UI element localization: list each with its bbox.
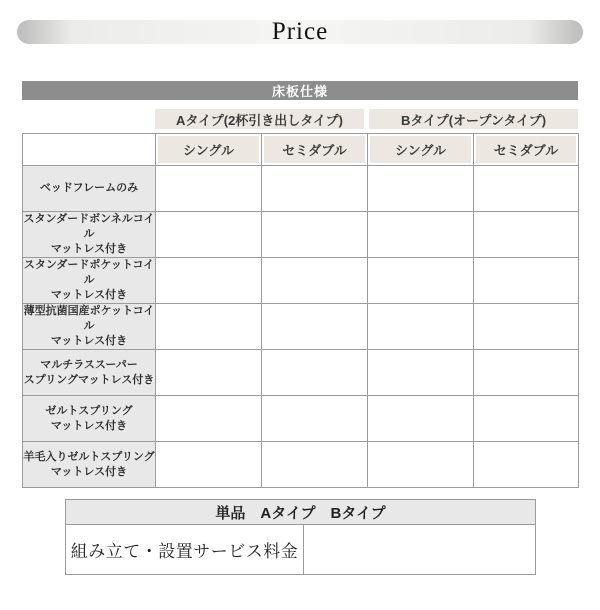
price-cell	[262, 350, 368, 396]
spec-header-bar	[22, 81, 578, 100]
table-row	[23, 350, 579, 396]
price-cell	[262, 258, 368, 304]
table-row	[23, 258, 579, 304]
column-header	[368, 134, 474, 166]
price-cell	[368, 442, 474, 488]
price-cell	[262, 304, 368, 350]
type-header-a: Aタイプ(2杯引き出しタイプ)	[155, 109, 364, 129]
column-header	[156, 134, 262, 166]
table-row	[23, 304, 579, 350]
addon-service-table	[65, 499, 536, 575]
row-label: マルチラススーパー スプリングマットレス付き	[23, 350, 156, 396]
price-banner	[17, 20, 583, 44]
row-label: ベッドフレームのみ	[23, 166, 156, 212]
price-cell	[368, 166, 474, 212]
table-row	[23, 166, 579, 212]
price-cell	[474, 396, 579, 442]
price-cell	[474, 442, 579, 488]
row-label: 羊毛入りゼルトスプリング マットレス付き	[23, 442, 156, 488]
size-header-row	[23, 134, 579, 166]
price-cell	[156, 166, 262, 212]
price-cell	[156, 212, 262, 258]
column-header	[262, 134, 368, 166]
addon-header-row	[66, 500, 536, 525]
addon-value-cell	[304, 525, 536, 575]
price-cell	[262, 166, 368, 212]
price-cell	[368, 212, 474, 258]
column-header-label: セミダブル	[264, 136, 365, 163]
addon-header: 単品 Aタイプ Bタイプ	[66, 500, 536, 525]
price-cell	[368, 258, 474, 304]
price-cell	[368, 396, 474, 442]
column-header-label: シングル	[158, 136, 259, 163]
price-cell	[262, 442, 368, 488]
corner-empty-cell	[23, 134, 156, 166]
price-cell	[262, 212, 368, 258]
price-cell	[474, 258, 579, 304]
price-cell	[156, 396, 262, 442]
row-label: スタンダードポケットコイル マットレス付き	[23, 258, 156, 304]
table-row	[23, 442, 579, 488]
row-label: ゼルトスプリング マットレス付き	[23, 396, 156, 442]
price-cell	[474, 350, 579, 396]
price-cell	[156, 350, 262, 396]
table-row	[23, 212, 579, 258]
table-row	[23, 396, 579, 442]
row-label: スタンダードボンネルコイル マットレス付き	[23, 212, 156, 258]
price-cell	[156, 258, 262, 304]
price-cell	[156, 442, 262, 488]
column-header-label: セミダブル	[476, 136, 576, 163]
addon-row	[66, 525, 536, 575]
column-header-label: シングル	[370, 136, 471, 163]
page-title: Price	[271, 18, 329, 45]
price-cell	[368, 304, 474, 350]
spec-header-label: 床板仕様	[271, 84, 328, 99]
main-price-table	[22, 133, 579, 488]
price-cell	[474, 212, 579, 258]
type-header-row	[155, 109, 578, 129]
type-header-b: Bタイプ(オープンタイプ)	[369, 109, 578, 129]
price-cell	[156, 304, 262, 350]
price-cell	[474, 166, 579, 212]
row-label: 薄型抗菌国産ポケットコイル マットレス付き	[23, 304, 156, 350]
price-cell	[262, 396, 368, 442]
column-header	[474, 134, 579, 166]
price-cell	[474, 304, 579, 350]
price-cell	[368, 350, 474, 396]
addon-row-label: 組み立て・設置サービス料金	[66, 525, 304, 575]
